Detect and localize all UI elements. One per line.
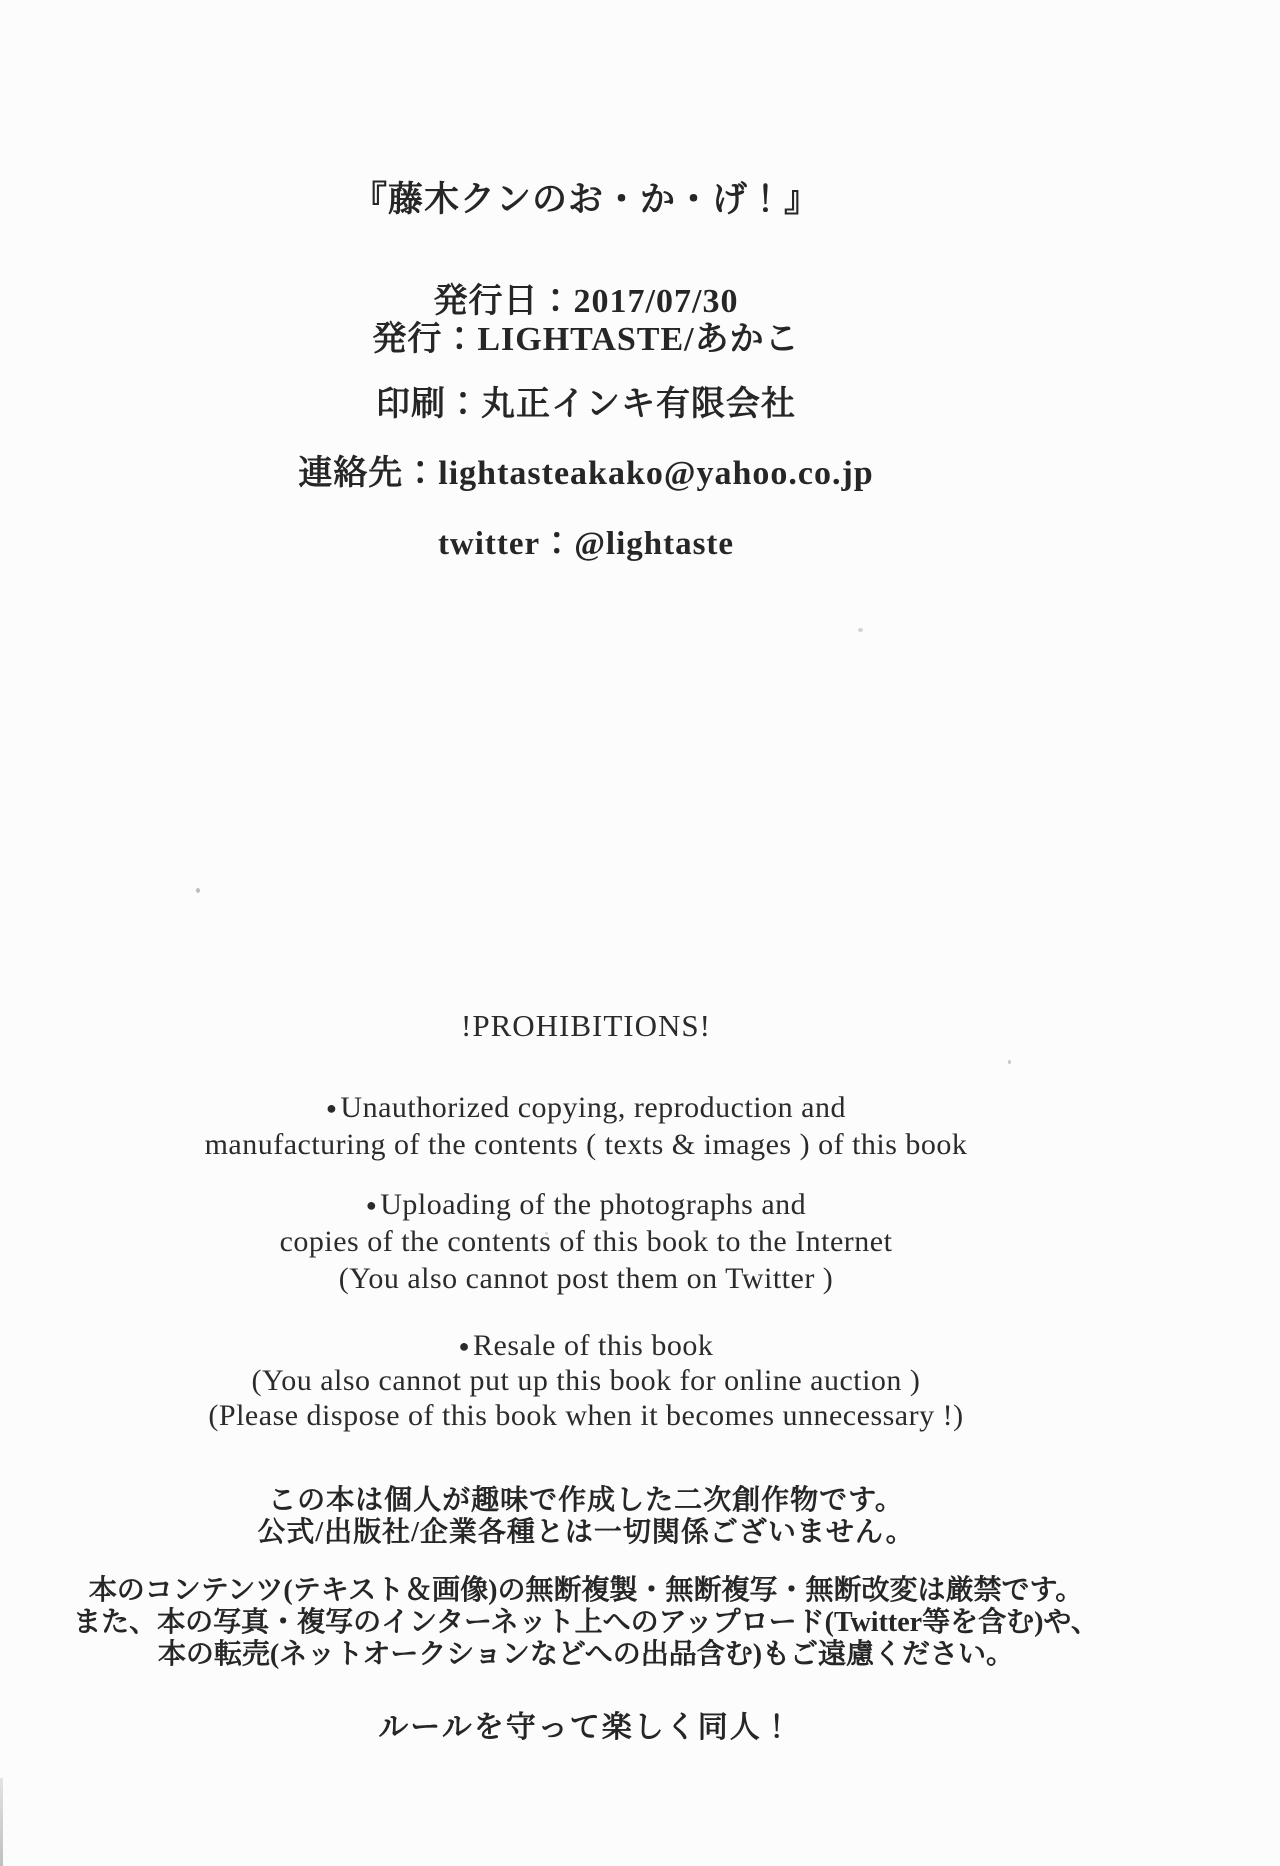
book-title: 『藤木クンのお・か・げ！』 xyxy=(351,180,820,219)
prohibition-item-1-line-1 xyxy=(0,1092,1172,1124)
prohibition-item-3-line-2: (You also cannot put up this book for online auction ) xyxy=(251,1364,921,1397)
bullet-icon: ● xyxy=(326,1097,338,1118)
prohibition-item-2-text: Uploading of the photographs and xyxy=(380,1188,807,1221)
scan-speck xyxy=(545,1232,548,1235)
prohibition-item-2-line-1 xyxy=(0,1189,1172,1221)
rules-line-3: 本の転売(ネットオークションなどへの出品含む)もご遠慮ください。 xyxy=(157,1639,1015,1670)
prohibition-item-3-text: Resale of this book xyxy=(473,1329,714,1362)
publisher-line: 発行：LIGHTASTE/あかこ xyxy=(372,321,800,358)
printer-line: 印刷：丸正インキ有限会社 xyxy=(376,386,796,423)
twitter-handle-line: twitter：@lightaste xyxy=(437,526,735,562)
prohibition-item-3-line-3: (Please dispose of this book when it becomes unnecessary !) xyxy=(208,1399,964,1432)
bullet-icon: ● xyxy=(365,1194,378,1215)
prohibition-item-1-line-2: manufacturing of the contents ( texts & images ) of this book xyxy=(204,1128,968,1161)
disclaimer-line-2: 公式/出版社/企業各種とは一切関係ございません。 xyxy=(257,1517,915,1548)
closing-line: ルールを守って楽しく同人！ xyxy=(378,1711,794,1744)
prohibition-item-2-line-2: copies of the contents of this book to the Internet xyxy=(279,1225,893,1258)
rules-line-1: 本のコンテンツ(テキスト＆画像)の無断複製・無断複写・無断改変は厳禁です。 xyxy=(88,1575,1084,1606)
prohibition-item-3-line-1 xyxy=(0,1330,1172,1362)
prohibition-item-2-line-3: (You also cannot post them on Twitter ) xyxy=(338,1262,834,1295)
scan-edge-artifact xyxy=(0,1778,3,1866)
disclaimer-line-1: この本は個人が趣味で作成した二次創作物です。 xyxy=(268,1485,904,1516)
prohibitions-heading: !PROHIBITIONS! xyxy=(461,1008,711,1043)
publish-date-line: 発行日：2017/07/30 xyxy=(433,283,739,320)
bullet-icon: ● xyxy=(458,1335,471,1356)
scan-speck xyxy=(1008,1060,1011,1064)
contact-email-line: 連絡先：lightasteakako@yahoo.co.jp xyxy=(298,455,874,492)
prohibition-item-1-text: Unauthorized copying, reproduction and xyxy=(340,1091,846,1124)
rules-line-2: また、本の写真・複写のインターネット上へのアップロード(Twitter等を含む)や、 xyxy=(73,1607,1099,1638)
scan-speck xyxy=(858,628,863,632)
scan-speck xyxy=(196,888,200,893)
